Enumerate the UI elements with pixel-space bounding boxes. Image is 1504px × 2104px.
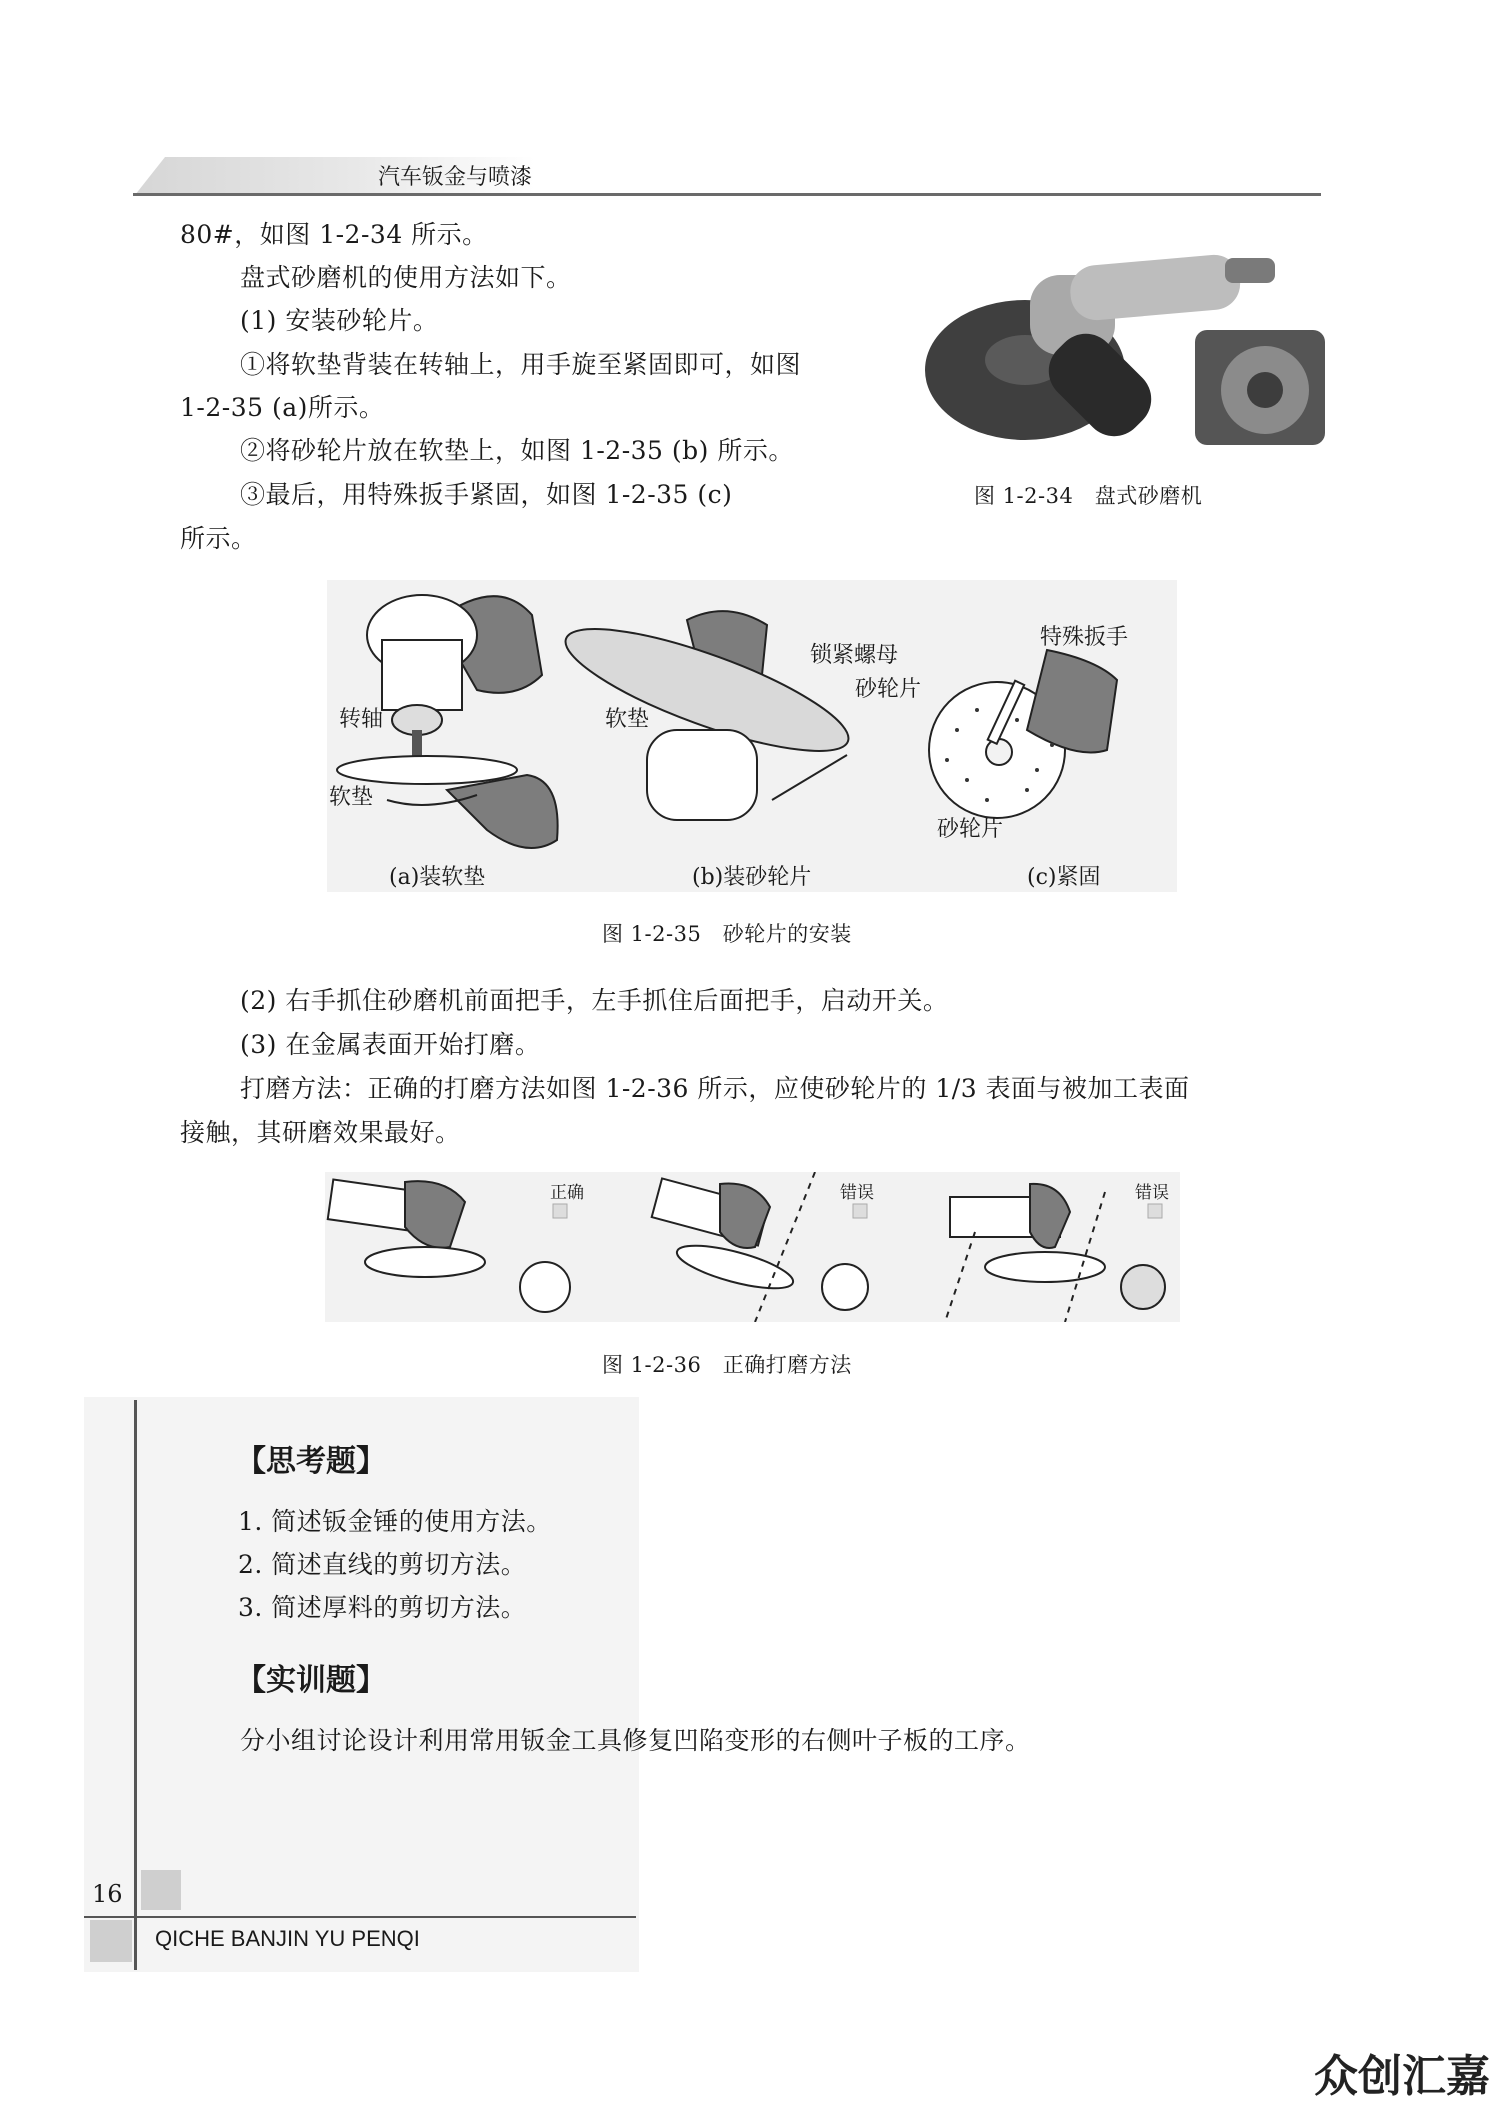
footer-rule [84, 1916, 636, 1918]
figure-caption: 图 1-2-36 正确打磨方法 [602, 1353, 852, 1377]
body-line: 打磨方法：正确的打磨方法如图 1-2-36 所示，应使砂轮片的 1/3 表面与被加工表面 [240, 1074, 1190, 1103]
body-line: (3) 在金属表面开始打磨。 [240, 1030, 541, 1059]
grinding-method-illustration [325, 1172, 1180, 1322]
label-wrong-2: 错误 [1135, 1183, 1169, 1203]
label-shaft: 转轴 [339, 707, 384, 732]
label-pad-a: 软垫 [329, 785, 374, 810]
subcaption-a: (a)装软垫 [389, 865, 486, 890]
practice-text: 分小组讨论设计利用常用钣金工具修复凹陷变形的右侧叶子板的工序。 [240, 1726, 1031, 1755]
body-line: 盘式砂磨机的使用方法如下。 [240, 263, 572, 292]
footer-running-title: QICHE BANJIN YU PENQI [155, 1926, 420, 1951]
body-line: ②将砂轮片放在软垫上，如图 1-2-35 (b) 所示。 [240, 436, 794, 465]
figure-caption: 图 1-2-34 盘式砂磨机 [974, 484, 1203, 508]
running-header-title: 汽车钣金与喷漆 [378, 165, 533, 190]
label-correct: 正确 [550, 1183, 584, 1203]
label-wrong-1: 错误 [840, 1183, 874, 1203]
page-number-box [141, 1870, 181, 1910]
body-line: 1-2-35 (a)所示。 [180, 393, 385, 422]
label-special-wrench: 特殊扳手 [1040, 625, 1129, 650]
think-title: 【思考题】 [236, 1444, 386, 1479]
figure-1-2-36 [325, 1172, 1180, 1322]
subcaption-b: (b)装砂轮片 [692, 865, 812, 890]
body-line: (1) 安装砂轮片。 [240, 306, 439, 335]
label-pad-b: 软垫 [605, 707, 650, 732]
subcaption-c: (c)紧固 [1027, 865, 1101, 890]
body-line: ③最后，用特殊扳手紧固，如图 1-2-35 (c) [240, 480, 733, 509]
think-item: 2. 简述直线的剪切方法。 [238, 1550, 527, 1579]
body-line: 接触，其研磨效果最好。 [180, 1118, 461, 1147]
footer-box [90, 1920, 132, 1962]
header-rule [133, 193, 1321, 196]
figure-caption: 图 1-2-35 砂轮片的安装 [602, 922, 852, 946]
body-line: 80#，如图 1-2-34 所示。 [180, 220, 488, 249]
watermark: 众创汇嘉 [1314, 2051, 1490, 2102]
body-line: 所示。 [180, 524, 257, 553]
disc-sander-photo [925, 240, 1325, 455]
label-grinding-disc-b: 砂轮片 [855, 677, 922, 702]
think-item: 3. 简述厚料的剪切方法。 [238, 1593, 527, 1622]
figure-1-2-35 [327, 580, 1177, 892]
body-line: ①将软垫背装在转轴上，用手旋至紧固即可，如图 [240, 350, 802, 379]
label-lock-nut: 锁紧螺母 [810, 643, 899, 668]
label-grinding-disc-c: 砂轮片 [937, 817, 1004, 842]
practice-title: 【实训题】 [236, 1663, 386, 1698]
think-item: 1. 简述钣金锤的使用方法。 [238, 1507, 552, 1536]
exercise-rule [134, 1400, 137, 1970]
body-line: (2) 右手抓住砂磨机前面把手，左手抓住后面把手，启动开关。 [240, 986, 949, 1015]
page-number: 16 [92, 1880, 123, 1908]
